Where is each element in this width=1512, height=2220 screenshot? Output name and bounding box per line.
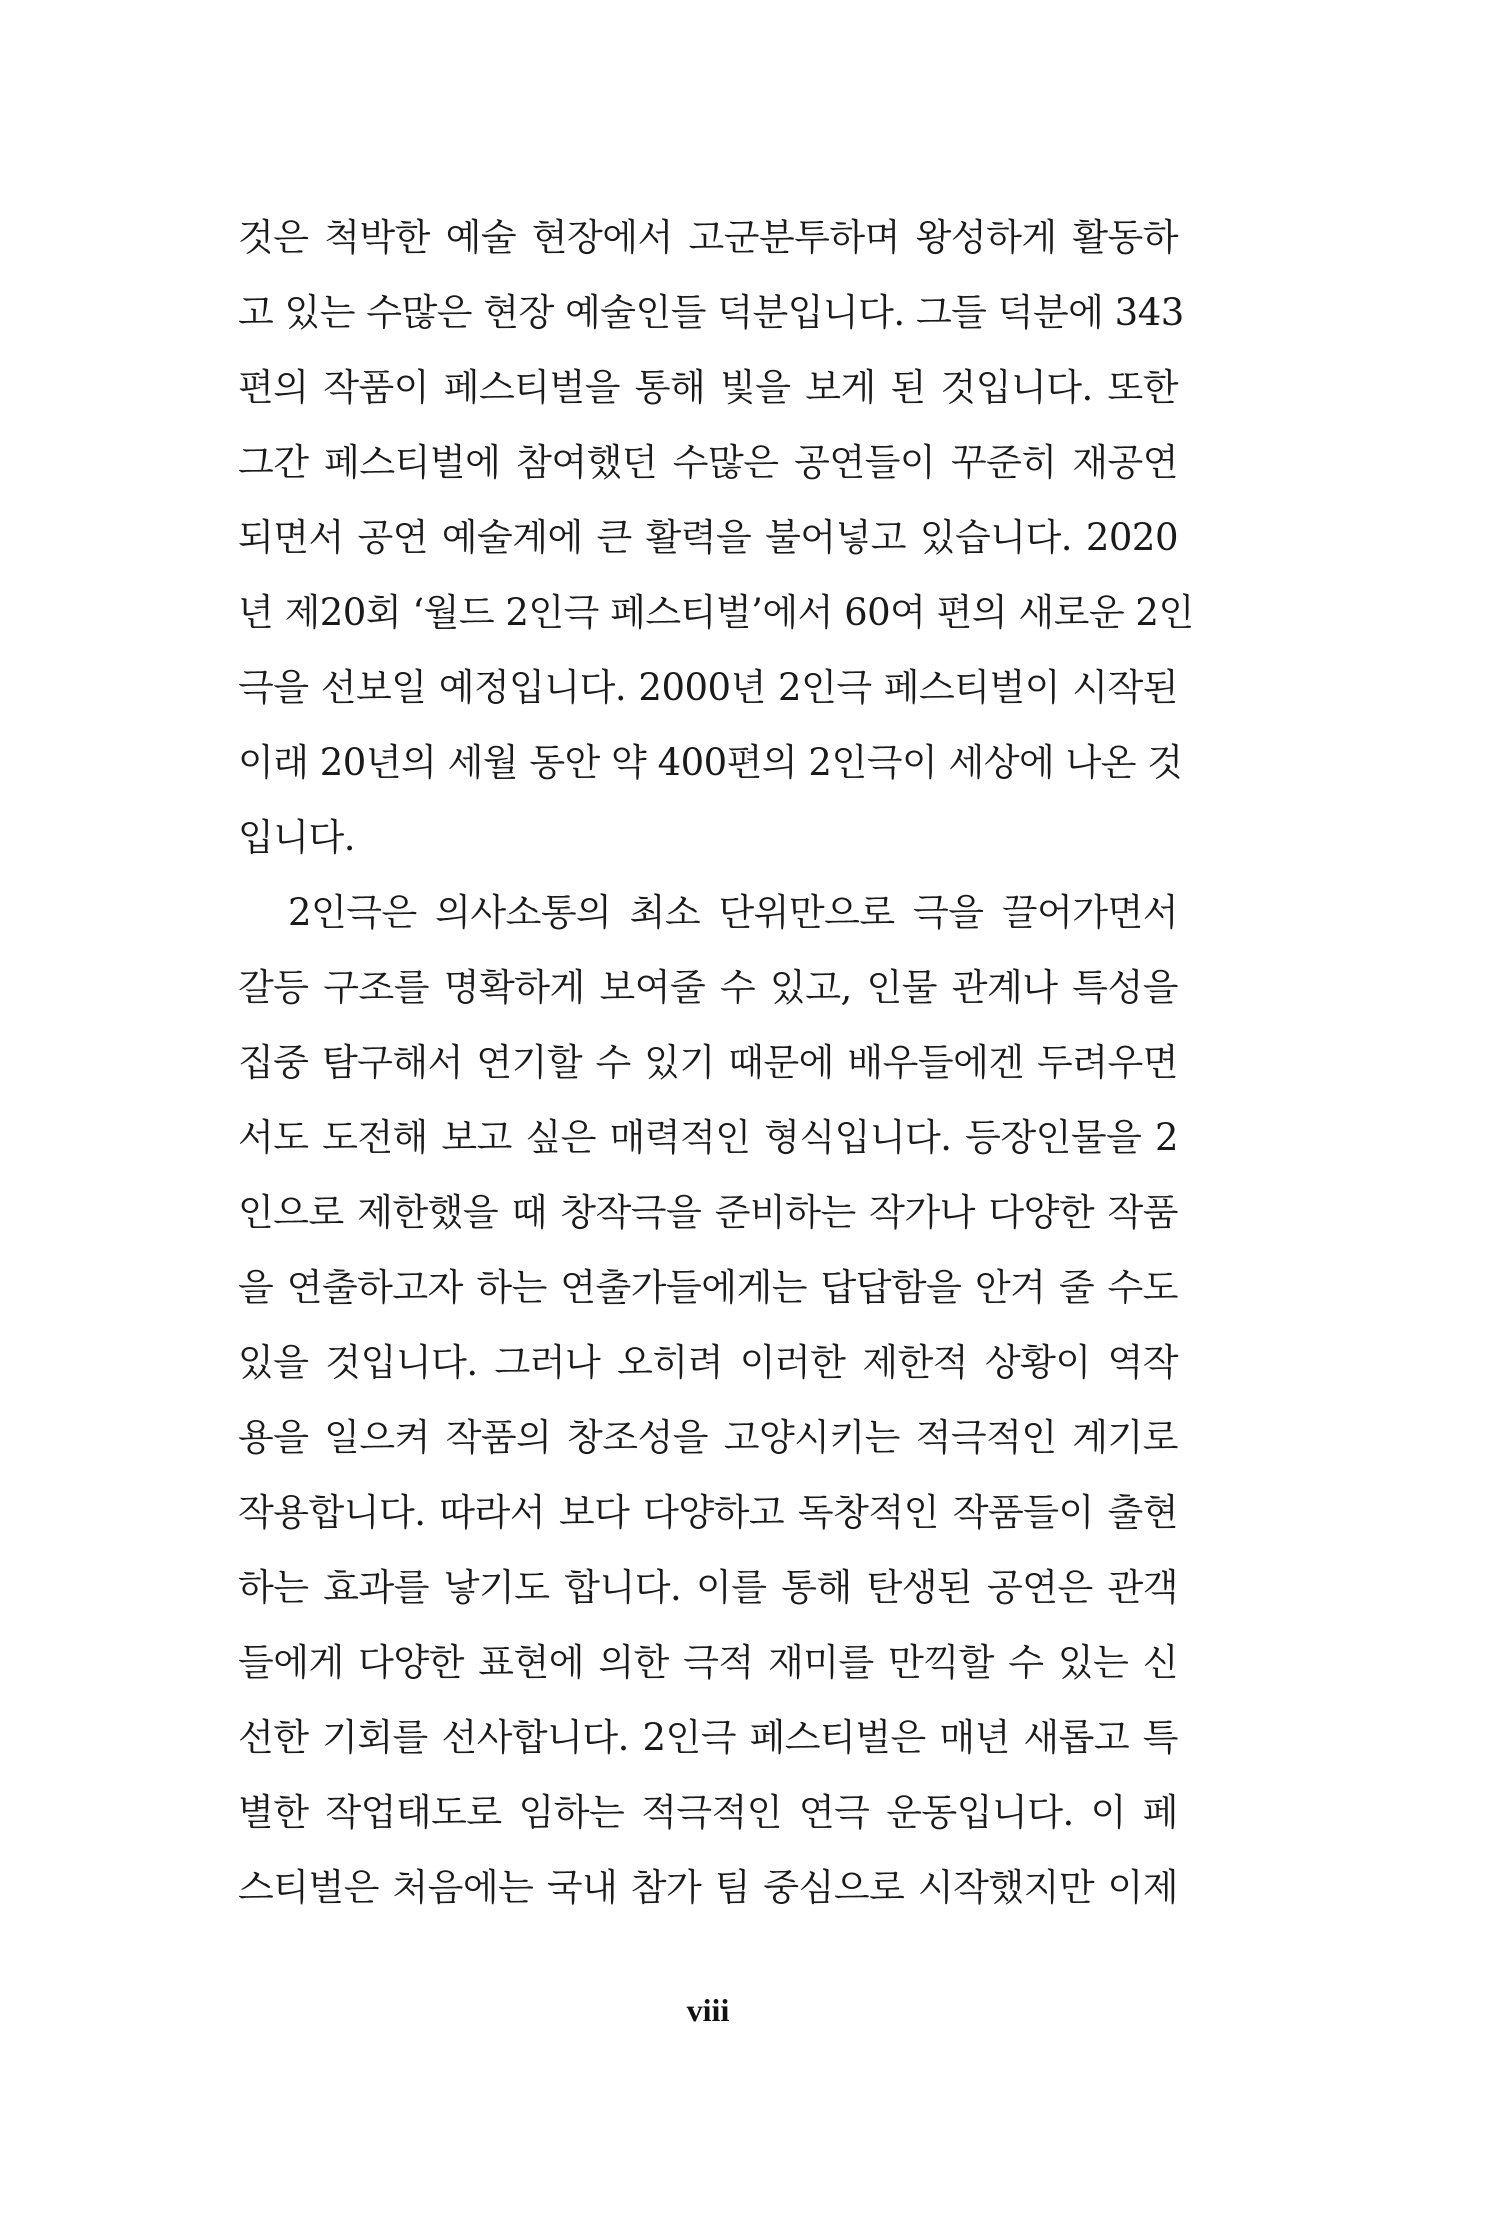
text-line: 용을 일으켜 작품의 창조성을 고양시키는 적극적인 계기로 xyxy=(238,1416,1178,1459)
text-line: 것은 척박한 예술 현장에서 고군분투하며 왕성하게 활동하 xyxy=(238,216,1178,259)
text-line: 갈등 구조를 명확하게 보여줄 수 있고, 인물 관계나 특성을 xyxy=(238,966,1178,1009)
text-line: 그간 페스티벌에 참여했던 수많은 공연들이 꾸준히 재공연 xyxy=(238,441,1178,484)
text-line: 이래 20년의 세월 동안 약 400편의 2인극이 세상에 나온 것 xyxy=(238,741,1183,784)
text-line: 있을 것입니다. 그러나 오히려 이러한 제한적 상황이 역작 xyxy=(238,1341,1178,1384)
text-line: 선한 기회를 선사합니다. 2인극 페스티벌은 매년 새롭고 특 xyxy=(238,1716,1178,1759)
text-line: 극을 선보일 예정입니다. 2000년 2인극 페스티벌이 시작된 xyxy=(238,666,1178,709)
text-line: 인으로 제한했을 때 창작극을 준비하는 작가나 다양한 작품 xyxy=(238,1191,1178,1234)
page-number: viii xyxy=(686,1992,730,2028)
paragraph-1 xyxy=(238,200,1194,875)
text-line: 2인극은 의사소통의 최소 단위만으로 극을 끌어가면서 xyxy=(288,891,1178,934)
text-line: 스티벌은 처음에는 국내 참가 팀 중심으로 시작했지만 이제 xyxy=(238,1866,1178,1909)
text-line: 고 있는 수많은 현장 예술인들 덕분입니다. 그들 덕분에 343 xyxy=(238,291,1184,334)
text-line: 되면서 공연 예술계에 큰 활력을 불어넣고 있습니다. 2020 xyxy=(238,516,1178,559)
text-line: 년 제20회 ‘월드 2인극 페스티벌’에서 60여 편의 새로운 2인 xyxy=(238,591,1194,634)
text-line: 하는 효과를 낳기도 합니다. 이를 통해 탄생된 공연은 관객 xyxy=(238,1566,1178,1609)
text-line: 입니다. xyxy=(238,816,355,859)
paragraph-2 xyxy=(238,875,1178,1925)
text-line: 을 연출하고자 하는 연출가들에게는 답답함을 안겨 줄 수도 xyxy=(238,1266,1178,1309)
text-line: 편의 작품이 페스티벌을 통해 빛을 보게 된 것입니다. 또한 xyxy=(238,366,1178,409)
text-line: 집중 탐구해서 연기할 수 있기 때문에 배우들에겐 두려우면 xyxy=(238,1041,1178,1084)
text-line: 작용합니다. 따라서 보다 다양하고 독창적인 작품들이 출현 xyxy=(238,1491,1178,1534)
text-line: 들에게 다양한 표현에 의한 극적 재미를 만끽할 수 있는 신 xyxy=(238,1641,1178,1684)
text-line: 서도 도전해 보고 싶은 매력적인 형식입니다. 등장인물을 2 xyxy=(238,1116,1178,1159)
text-line: 별한 작업태도로 임하는 적극적인 연극 운동입니다. 이 페 xyxy=(238,1791,1178,1834)
body-text xyxy=(238,200,1194,1925)
